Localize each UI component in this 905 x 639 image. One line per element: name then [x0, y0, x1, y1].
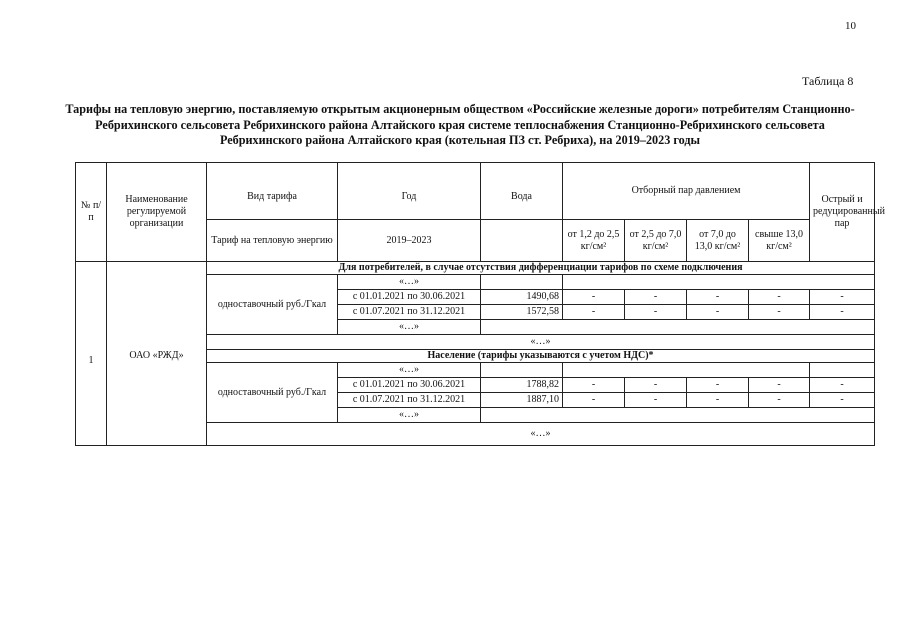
- tariff-table: [75, 162, 885, 446]
- dash-cell: -: [563, 305, 625, 320]
- header-year: Год: [338, 163, 481, 220]
- dash-cell: -: [563, 393, 625, 408]
- dash-cell: -: [810, 305, 875, 320]
- dash-cell: -: [563, 378, 625, 393]
- sub-years: 2019–2023: [338, 220, 481, 262]
- dash-cell: -: [687, 378, 749, 393]
- empty-cell: [563, 363, 810, 378]
- header-organization: Наименование регулируемой организации: [107, 163, 207, 262]
- section-title: Население (тарифы указываются с учетом НДС)*: [207, 350, 875, 363]
- dash-cell: -: [749, 290, 810, 305]
- dash-cell: -: [810, 290, 875, 305]
- dash-cell: -: [563, 290, 625, 305]
- dash-cell: -: [625, 290, 687, 305]
- dash-cell: -: [810, 393, 875, 408]
- sub-tariff-label: Тариф на тепловую энергию: [207, 220, 338, 262]
- dash-cell: -: [749, 393, 810, 408]
- section-title: Для потребителей, в случае отсутствия дифференциации тарифов по схеме подключения: [207, 262, 875, 275]
- sub-water-empty: [481, 220, 563, 262]
- dash-cell: -: [625, 393, 687, 408]
- dash-cell: -: [749, 378, 810, 393]
- dash-cell: -: [687, 290, 749, 305]
- dash-cell: -: [810, 378, 875, 393]
- period-cell: с 01.07.2021 по 31.12.2021: [338, 393, 481, 408]
- header-water: Вода: [481, 163, 563, 220]
- page-number: 10: [845, 20, 856, 32]
- ellipsis-cell: «…»: [207, 335, 875, 350]
- header-tariff-type: Вид тарифа: [207, 163, 338, 220]
- ellipsis-cell: «…»: [338, 320, 481, 335]
- period-cell: с 01.01.2021 по 30.06.2021: [338, 290, 481, 305]
- dash-cell: -: [625, 378, 687, 393]
- water-value: 1887,10: [481, 393, 563, 408]
- empty-cell: [810, 363, 875, 378]
- document-title: Тарифы на тепловую энергию, поставляемую открытым акционерным обществом «Российские железные дороги» потребителям Станционно-Ребрихинского сельсовета Ребрихинского района Алтайского края системе теплоснабжения Станционно-Ребрихинского сельсовета Ребрихинского района Алтайского края (котельная ПЗ ст. Ребриха), на 2019–2023 годы: [65, 102, 855, 147]
- period-cell: с 01.01.2021 по 30.06.2021: [338, 378, 481, 393]
- steam-range-1: от 1,2 до 2,5 кг/см²: [563, 220, 625, 262]
- header-steam: Отборный пар давлением: [563, 163, 810, 220]
- empty-cell: [481, 363, 563, 378]
- empty-cell: [481, 320, 875, 335]
- organization-name: ОАО «РЖД»: [107, 262, 207, 446]
- table-label: Таблица 8: [802, 74, 854, 88]
- water-value: 1490,68: [481, 290, 563, 305]
- ellipsis-cell: «…»: [207, 423, 875, 446]
- ellipsis-cell: «…»: [338, 275, 481, 290]
- steam-range-4: свыше 13,0 кг/см²: [749, 220, 810, 262]
- steam-range-2: от 2,5 до 7,0 кг/см²: [625, 220, 687, 262]
- tariff-type-label: одноставочный руб./Гкал: [207, 363, 338, 423]
- ellipsis-cell: «…»: [338, 363, 481, 378]
- section-title-row: [76, 262, 875, 275]
- period-cell: с 01.07.2021 по 31.12.2021: [338, 305, 481, 320]
- steam-range-3: от 7,0 до 13,0 кг/см²: [687, 220, 749, 262]
- dash-cell: -: [625, 305, 687, 320]
- dash-cell: -: [687, 305, 749, 320]
- header-sharp-steam: Острый и редуцированный пар: [810, 163, 875, 262]
- dash-cell: -: [687, 393, 749, 408]
- dash-cell: -: [749, 305, 810, 320]
- header-num: № п/п: [76, 163, 107, 262]
- water-value: 1788,82: [481, 378, 563, 393]
- empty-cell: [481, 275, 563, 290]
- tariff-type-label: одноставочный руб./Гкал: [207, 275, 338, 335]
- header-row: [76, 163, 875, 220]
- ellipsis-cell: «…»: [338, 408, 481, 423]
- row-number: 1: [76, 262, 107, 446]
- empty-cell: [563, 275, 875, 290]
- empty-cell: [481, 408, 875, 423]
- water-value: 1572,58: [481, 305, 563, 320]
